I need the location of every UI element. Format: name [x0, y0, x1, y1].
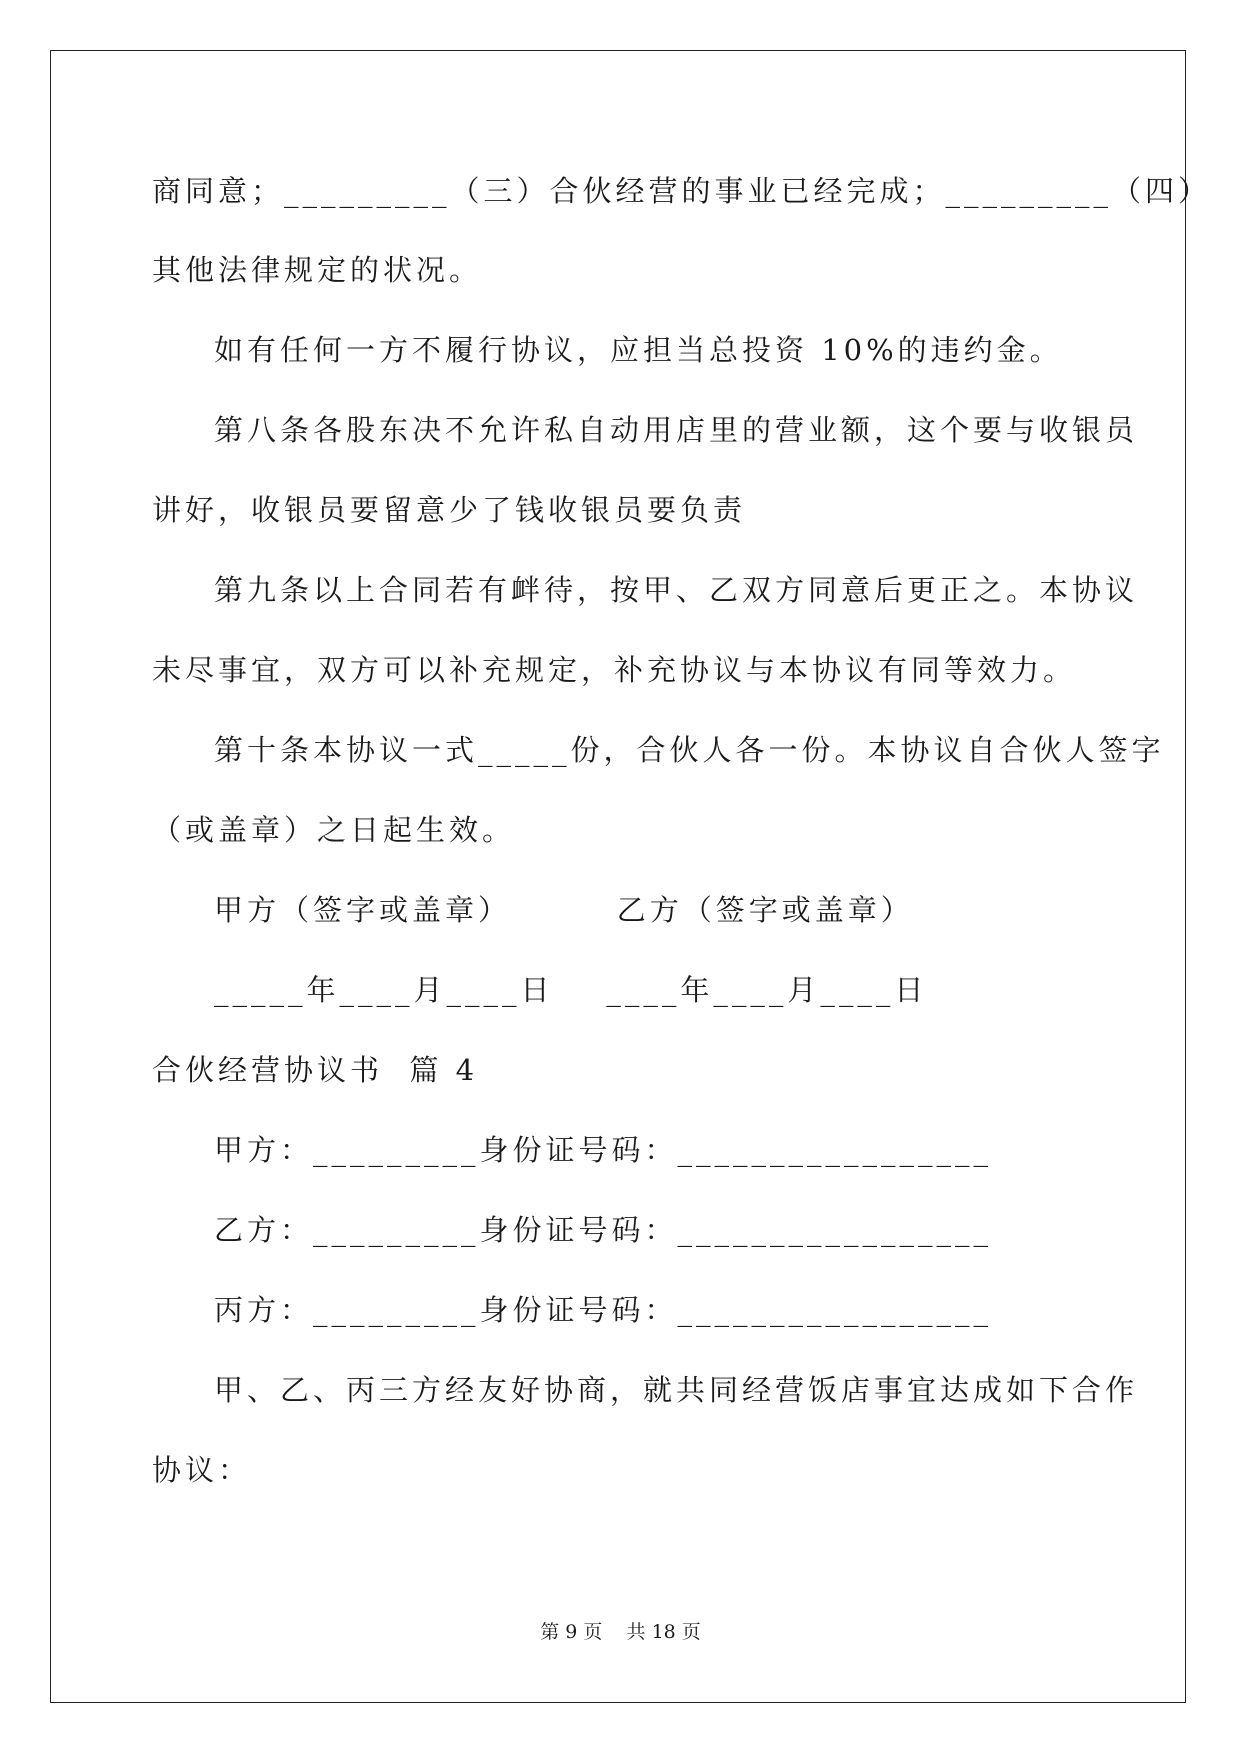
party-line: 甲方：_________身份证号码：_________________: [214, 1133, 993, 1167]
paragraph-line: 商同意；_________（三）合伙经营的事业已经完成；_________（四）: [152, 174, 1212, 208]
paragraph-line: 其他法律规定的状况。: [152, 253, 483, 287]
page-number: 第 9 页 共 18 页: [540, 1621, 701, 1643]
paragraph-line: 如有任何一方不履行协议，应担当总投资 10%的违约金。: [214, 333, 1063, 367]
date-line: _____年____月____日 ____年____月____日: [214, 973, 928, 1007]
paragraph-line: 第八条各股东决不允许私自动用店里的营业额，这个要与收银员: [214, 413, 1139, 447]
signature-line: 甲方（签字或盖章） 乙方（签字或盖章）: [214, 893, 914, 927]
party-line: 丙方：_________身份证号码：_________________: [214, 1293, 993, 1327]
section-heading: 合伙经营协议书 篇 4: [152, 1053, 479, 1087]
paragraph-line: 第十条本协议一式_____份，合伙人各一份。本协议自合伙人签字: [214, 733, 1165, 767]
paragraph-line: 未尽事宜，双方可以补充规定，补充协议与本协议有同等效力。: [152, 653, 1077, 687]
party-line: 乙方：_________身份证号码：_________________: [214, 1213, 993, 1247]
paragraph-line: 协议：: [152, 1453, 252, 1487]
paragraph-line: 甲、乙、丙三方经友好协商，就共同经营饭店事宜达成如下合作: [214, 1373, 1139, 1407]
paragraph-line: 第九条以上合同若有衅待，按甲、乙双方同意后更正之。本协议: [214, 573, 1139, 607]
paragraph-line: （或盖章）之日起生效。: [152, 813, 516, 847]
paragraph-line: 讲好，收银员要留意少了钱收银员要负责: [152, 493, 747, 527]
